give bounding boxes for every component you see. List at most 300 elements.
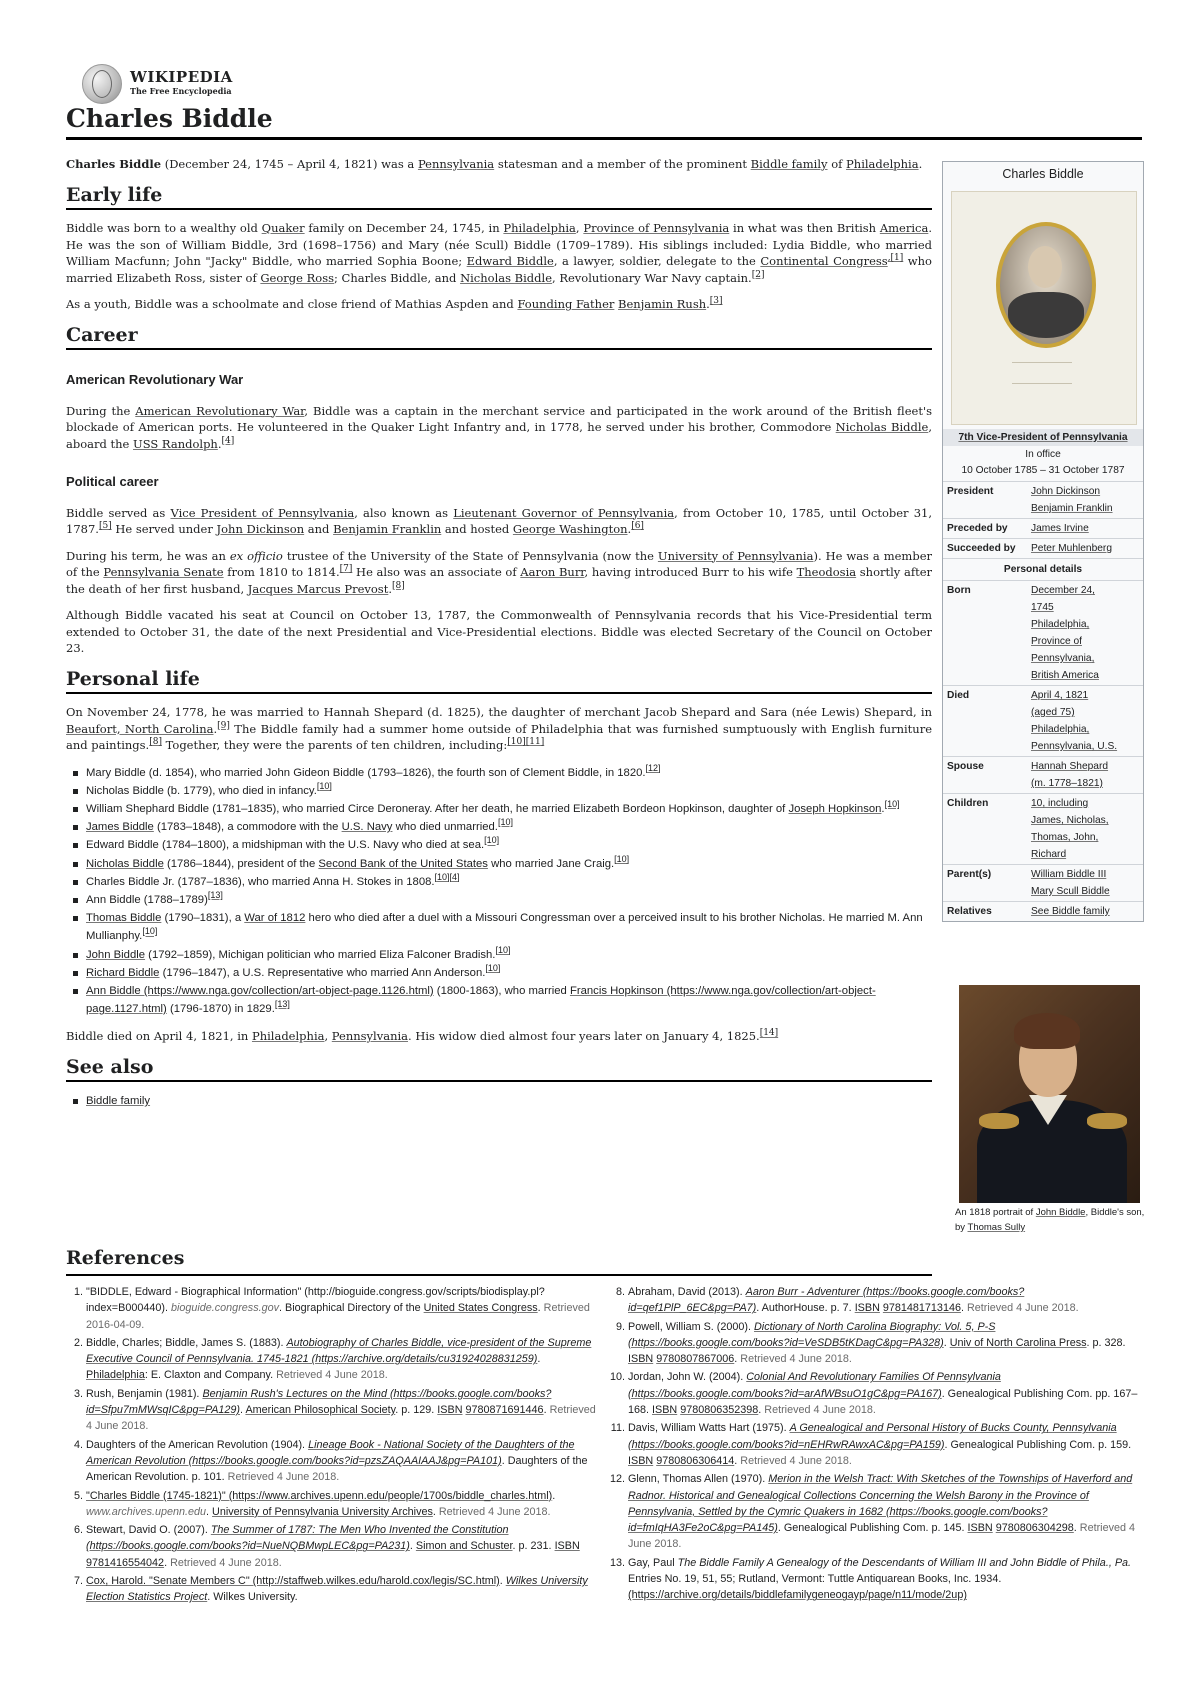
- text-run: .: [627, 522, 632, 536]
- inline-link[interactable]: ISBN: [628, 1454, 654, 1467]
- infobox-label: Born: [947, 585, 971, 596]
- infobox: [942, 161, 1144, 922]
- reference-item: [86, 1573, 600, 1606]
- text-run: Nicholas Biddle (b. 1779), who died in infancy.: [86, 784, 317, 797]
- link-see-also[interactable]: Biddle family: [86, 1095, 151, 1108]
- text-run: (1796–1847), a U.S. Representative who married Ann Anderson.: [159, 966, 486, 979]
- text-run: Retrieved 4 June 2018.: [740, 1353, 852, 1366]
- infobox-label: Succeeded by: [947, 543, 1016, 554]
- infobox-value-line[interactable]: James, Nicholas,: [1031, 815, 1109, 826]
- infobox-value-line[interactable]: John Dickinson: [1031, 486, 1101, 497]
- text-run: Biddle was born to a wealthy old: [66, 221, 262, 235]
- citation-link[interactable]: [7]: [339, 564, 353, 575]
- text-run: family on December 24, 1745, in: [304, 221, 504, 235]
- text-run: Daughters of the American Revolution (1904).: [86, 1438, 309, 1451]
- text-run: Charles Biddle Jr. (1787–1836), who married Anna H. Stokes in 1808.: [86, 875, 435, 888]
- infobox-office: [943, 429, 1143, 446]
- text-run: . Genealogical Publishing Com. p. 145.: [777, 1522, 968, 1535]
- reference-item: [86, 1488, 600, 1521]
- see-also-list: [66, 1092, 932, 1110]
- text-run: On November 24, 1778, he was married to Hannah Shepard (d. 1825), the daughter of merchant Jacob Shepard and Sara (née Lewis) Shepard, in: [66, 705, 932, 719]
- inline-link[interactable]: ISBN: [967, 1522, 993, 1535]
- text-run: ,: [324, 1029, 332, 1044]
- text-run: Retrieved 4 June 2018.: [628, 1522, 1135, 1551]
- citation-link[interactable]: [5]: [98, 521, 112, 532]
- inline-link[interactable]: Thomas Sully: [967, 1222, 1026, 1233]
- inline-link[interactable]: Pennsylvania: [331, 1029, 409, 1044]
- citation-link[interactable]: [13]: [207, 890, 223, 901]
- reference-item: [628, 1471, 1142, 1552]
- reference-item: [628, 1369, 1142, 1418]
- infobox-row: [943, 685, 1143, 756]
- wikipedia-wordmark[interactable]: WIKIPEDIA: [130, 68, 233, 86]
- text-run: .: [734, 1353, 741, 1366]
- reference-item: [86, 1437, 600, 1486]
- infobox-portrait-image[interactable]: [951, 191, 1137, 425]
- inline-link[interactable]: Benjamin Rush: [618, 297, 707, 311]
- early-life-paragraph-2: [66, 296, 932, 313]
- inline-link[interactable]: Founding Father: [517, 297, 615, 311]
- citation-link[interactable]: [2]: [751, 269, 765, 280]
- infobox-value-line[interactable]: December 24,: [1031, 585, 1095, 596]
- infobox-value-line[interactable]: Hannah Shepard: [1031, 761, 1109, 772]
- text-run: (1792–1859), Michigan politician who married Eliza Falconer Bradish.: [145, 948, 496, 961]
- inline-link[interactable]: Quaker: [261, 221, 305, 235]
- child-list-item: [86, 818, 932, 836]
- infobox-value-line[interactable]: Mary Scull Biddle: [1031, 886, 1110, 897]
- inline-link[interactable]: Aaron Burr: [520, 565, 585, 579]
- text-run: Glenn, Thomas Allen (1970).: [628, 1473, 769, 1486]
- inline-link[interactable]: American Revolutionary War: [135, 403, 305, 418]
- text-run: .: [943, 1336, 950, 1349]
- infobox-value: [1031, 903, 1141, 920]
- infobox-row: [943, 864, 1143, 901]
- infobox-value-line[interactable]: Pennsylvania,: [1031, 653, 1095, 664]
- text-run: . Genealogical Publishing Com. p. 159.: [944, 1438, 1132, 1451]
- text-run: Retrieved 4 June 2018.: [966, 1302, 1079, 1315]
- inline-link[interactable]: Benjamin Franklin: [333, 522, 442, 536]
- text-run: Davis, William Watts Hart (1975).: [628, 1422, 790, 1435]
- text-run: Retrieved 4 June 2018.: [227, 1471, 340, 1484]
- infobox-value-line[interactable]: Peter Muhlenberg: [1031, 543, 1112, 554]
- children-list: [66, 764, 932, 1019]
- infobox-label: Died: [947, 690, 970, 701]
- inline-link[interactable]: 9780806306414: [656, 1454, 735, 1467]
- inline-link[interactable]: Jacques Marcus Prevost: [247, 581, 389, 596]
- child-list-item: [86, 909, 932, 945]
- inline-link[interactable]: War of 1812: [244, 912, 306, 925]
- citation-link[interactable]: [13]: [274, 999, 290, 1010]
- text-run: , having introduced Burr to his wife: [584, 565, 797, 579]
- inline-link[interactable]: Joseph Hopkinson: [788, 802, 882, 815]
- career-paragraph-1: [66, 403, 932, 453]
- infobox-row: [943, 756, 1143, 793]
- inline-link[interactable]: Aaron Burr - Adventurer (https://books.google.com/books?id=qef1PlP_6EC&pg=PA7): [628, 1286, 1025, 1315]
- text-run: The Biddle Family A Genealogy of the Descendants of William III and John Biddle of Phila., Pa.: [677, 1556, 1132, 1569]
- child-list-item: [86, 964, 932, 982]
- citation-link[interactable]: [12]: [645, 762, 661, 773]
- link-philadelphia[interactable]: Philadelphia: [846, 157, 919, 171]
- inline-link[interactable]: Philadelphia: [503, 221, 576, 235]
- infobox-value-line[interactable]: Thomas, John,: [1031, 832, 1099, 843]
- personal-life-paragraph-2: [66, 1028, 932, 1045]
- inline-link[interactable]: Francis Hopkinson (https://www.nga.gov/collection/art-object-page.1127.html): [86, 984, 876, 1016]
- reference-item: [628, 1284, 1142, 1317]
- infobox-value-line[interactable]: James Irvine: [1031, 523, 1089, 534]
- link-biddle-family[interactable]: Biddle family: [750, 157, 828, 171]
- infobox-row: [943, 793, 1143, 864]
- infobox-value-line[interactable]: (aged 75): [1031, 707, 1075, 718]
- infobox-value-line[interactable]: British America: [1031, 670, 1099, 681]
- text-run: (1800-1863), who married: [433, 984, 570, 997]
- text-run: Retrieved 4 June 2018.: [764, 1404, 876, 1417]
- infobox-row: [943, 538, 1143, 558]
- text-run: .: [706, 297, 710, 311]
- text-run: Stewart, David O. (2007).: [86, 1524, 211, 1537]
- intro-text: .: [918, 157, 923, 171]
- engraving-inscription: [1012, 362, 1072, 384]
- text-run: .: [164, 1302, 171, 1315]
- citation-link[interactable]: [9]: [217, 720, 230, 731]
- infobox-title: Charles Biddle: [1002, 167, 1084, 181]
- inline-link[interactable]: (https://archive.org/details/biddlefamilygeneogayp/page/n11/mode/2up): [628, 1589, 967, 1602]
- text-run: and hosted: [441, 522, 513, 536]
- inline-link[interactable]: Benjamin Rush's Lectures on the Mind (https://books.google.com/books?id=Sfpu7mMWsqIC&pg=PA129): [86, 1387, 552, 1417]
- text-run: trustee of the University of the State of Pennsylvania (now the: [282, 548, 658, 563]
- infobox-personal-details-header: Personal details: [943, 558, 1143, 580]
- inline-link[interactable]: Thomas Biddle: [86, 912, 162, 925]
- infobox-label: Spouse: [947, 761, 984, 772]
- text-run: As a youth, Biddle was a schoolmate and close friend of Mathias Aspden and: [66, 297, 518, 311]
- citation-link[interactable]: [10]: [142, 926, 158, 937]
- text-run: (1786–1844), president of the: [163, 857, 319, 870]
- inline-link[interactable]: 9780807867006: [656, 1353, 735, 1366]
- infobox-value-line[interactable]: Philadelphia,: [1031, 619, 1090, 630]
- text-run: . Genealogical Publishing Com. pp. 167–168.: [628, 1387, 1138, 1417]
- section-heading-personal-life: Personal life: [66, 671, 932, 695]
- infobox-value-line[interactable]: Benjamin Franklin: [1031, 503, 1113, 514]
- text-run: Rush, Benjamin (1981).: [86, 1387, 203, 1400]
- text-run: The Biddle family had a summer home outside of Philadelphia that was furnished sumptuously with English furniture and paintings.: [66, 721, 932, 752]
- article-body: [66, 156, 932, 1121]
- infobox-value: [1031, 483, 1141, 517]
- inline-link[interactable]: 9781481713146: [882, 1302, 961, 1315]
- infobox-row: [943, 481, 1143, 518]
- inline-link[interactable]: Wilkes University Election Statistics Project: [86, 1575, 588, 1604]
- career-paragraph-3: [66, 548, 932, 598]
- citation-link[interactable]: [8]: [391, 580, 405, 591]
- inline-link[interactable]: Lineage Book - National Society of the Daughters of the American Revolution (https://books.google.com/books?id=pzsZAQAAIAAJ&pg=PA101): [86, 1438, 575, 1467]
- personal-life-paragraph-1: [66, 704, 932, 754]
- section-heading-references: References: [66, 1247, 932, 1276]
- text-run: and: [304, 522, 334, 536]
- inline-link[interactable]: Edward Biddle: [466, 254, 554, 268]
- text-run: . p. 328.: [1086, 1336, 1126, 1349]
- citation-link[interactable]: [10]: [497, 817, 513, 828]
- text-run: shortly after the death of her first husband,: [66, 565, 933, 596]
- inline-link[interactable]: Cox, Harold. "Senate Members C" (http://staffweb.wilkes.edu/harold.cox/legis/SC.html): [86, 1575, 500, 1588]
- citation-link[interactable]: [8]: [149, 737, 162, 748]
- citation-link[interactable]: [6]: [631, 521, 644, 532]
- inline-link[interactable]: Colonial And Revolutionary Families Of Pennsylvania (https://books.google.com/books?id=arAfWBsuO1gC&pg=PA167): [628, 1371, 1001, 1400]
- inline-link[interactable]: ISBN: [437, 1404, 463, 1417]
- text-run: Ann Biddle (1788–1789): [86, 893, 208, 906]
- intro-text: of: [831, 157, 843, 171]
- text-run: He also was an associate of: [352, 565, 521, 579]
- inline-link[interactable]: Nicholas Biddle: [835, 420, 929, 434]
- inline-link[interactable]: Lieutenant Governor of Pennsylvania: [453, 505, 675, 520]
- intro-paragraph: [66, 156, 932, 173]
- intro-text: was a: [381, 157, 415, 171]
- text-run: ; Charles Biddle, and: [334, 270, 461, 285]
- citation-link[interactable]: [14]: [759, 1028, 779, 1039]
- text-run: www.archives.upenn.edu: [86, 1505, 207, 1518]
- portrait-caption: [955, 1205, 1145, 1235]
- text-run: During his term, he was an: [66, 548, 230, 563]
- child-list-item: [86, 800, 932, 818]
- inline-link[interactable]: United States Congress: [423, 1302, 538, 1315]
- inline-link[interactable]: ISBN: [628, 1353, 654, 1366]
- citation-link[interactable]: [10]: [485, 962, 501, 973]
- child-list-item: [86, 764, 932, 782]
- text-run: who married Jane Craig.: [487, 857, 615, 870]
- section-heading-career: Career: [66, 327, 932, 351]
- inline-link[interactable]: ISBN: [854, 1302, 880, 1315]
- infobox-value-line[interactable]: See Biddle family: [1031, 906, 1110, 917]
- inline-link[interactable]: Philadelphia: [251, 1029, 325, 1044]
- text-run: . Daughters of the American Revolution. p. 101.: [86, 1454, 588, 1484]
- infobox-value-line[interactable]: William Biddle III: [1031, 869, 1107, 880]
- infobox-personal-rows: [943, 580, 1143, 921]
- inline-link[interactable]: University of Pennsylvania: [657, 548, 814, 563]
- citation-link[interactable]: [4]: [221, 435, 235, 446]
- inline-link[interactable]: Richard Biddle: [86, 966, 160, 979]
- inline-link[interactable]: Pennsylvania Senate: [103, 565, 224, 579]
- infobox-row: [943, 518, 1143, 538]
- text-run: . AuthorHouse. p. 7.: [756, 1302, 855, 1315]
- text-run: .: [499, 1575, 506, 1588]
- text-run: hero who died after a duel with a Missouri Congressman over a perceived insult to his brother Nicholas. He married M. Ann Mullianphy.: [86, 912, 923, 943]
- text-run: Abraham, David (2013).: [628, 1286, 746, 1298]
- inline-link[interactable]: Autobiography of Charles Biddle, vice-president of the Supreme Executive Council of Pennsylvania. 1745-1821 (https://archive.org/details/cu31924028831259): [86, 1336, 592, 1366]
- inline-link[interactable]: Simon and Schuster: [415, 1540, 513, 1553]
- child-list-item: [86, 891, 932, 909]
- text-run: .: [206, 1505, 213, 1518]
- text-run: William Shephard Biddle (1781–1835), who married Circe Deroneray. After her death, he married Elizabeth Bordeon Hopkinson, daughter of: [86, 802, 789, 815]
- infobox-value-line[interactable]: Philadelphia,: [1031, 724, 1090, 735]
- text-run: Retrieved 4 June 2018.: [438, 1505, 551, 1518]
- infobox-value-line[interactable]: 10, including: [1031, 798, 1089, 809]
- text-run: .: [960, 1302, 967, 1315]
- text-run: .: [409, 1540, 416, 1553]
- portrait-epaulet-right: [1087, 1113, 1127, 1129]
- text-run: Retrieved 4 June 2018.: [170, 1556, 282, 1569]
- early-life-paragraph-1: [66, 220, 932, 286]
- text-run: .: [213, 721, 218, 736]
- text-run: .: [537, 1302, 544, 1315]
- text-run: : E. Claxton and Company.: [144, 1369, 277, 1382]
- infobox-label: Relatives: [947, 906, 992, 917]
- infobox-value: [1031, 758, 1141, 792]
- inline-link[interactable]: Beaufort, North Carolina: [66, 721, 214, 736]
- text-run: .: [164, 1556, 171, 1569]
- text-run: During the: [66, 403, 136, 418]
- reference-item: [86, 1522, 600, 1571]
- citation-link[interactable]: [10]: [484, 835, 500, 846]
- inline-link[interactable]: ISBN: [652, 1404, 678, 1417]
- infobox-value: [1031, 795, 1141, 863]
- text-run: .: [552, 1489, 556, 1502]
- text-run: Mary Biddle (d. 1854), who married John Gideon Biddle (1793–1826), the fourth son of Clement Biddle, in 1820.: [86, 766, 646, 779]
- text-run: . Wilkes University.: [207, 1591, 298, 1604]
- text-run: "BIDDLE, Edward - Biographical Information" (http://bioguide.congress.gov/scripts/biodisplay.pl?index=B000440): [86, 1286, 545, 1315]
- text-run: .: [734, 1454, 741, 1467]
- citation-link[interactable]: [10]: [316, 780, 332, 791]
- inline-link[interactable]: John Dickinson: [216, 522, 305, 536]
- text-run: Retrieved 4 June 2018.: [740, 1454, 852, 1467]
- inline-link[interactable]: 9780806352398: [680, 1404, 759, 1417]
- text-run: , Biddle's son, by: [955, 1207, 1145, 1233]
- citation-link[interactable]: [3]: [709, 296, 723, 307]
- text-run: who married Elizabeth Ross, sister of: [66, 254, 932, 285]
- infobox-value-line[interactable]: (m. 1778–1821): [1031, 778, 1103, 789]
- inline-link[interactable]: The Summer of 1787: The Men Who Invented the Constitution (https://books.google.com/books?id=NueNQBMwpLEC&pg=PA231): [86, 1524, 509, 1553]
- text-run: from 1810 to 1814.: [223, 565, 340, 579]
- infobox-label: Parent(s): [947, 869, 992, 880]
- infobox-value-line[interactable]: Richard: [1031, 849, 1067, 860]
- text-run: Jordan, John W. (2004).: [628, 1371, 747, 1384]
- infobox-in-office: In office: [1025, 449, 1061, 460]
- text-run: .: [240, 1404, 246, 1417]
- text-run: Entries No. 19, 51, 55; Rutland, Vermont: Tuttle Antiquarean Books, Inc. 1934.: [628, 1573, 1002, 1586]
- text-run: , from October 10, 1785, until October 31, 1787.: [66, 505, 932, 536]
- inline-link[interactable]: Vice President of Pennsylvania: [170, 505, 355, 520]
- text-run: (1796-1870) in 1829.: [166, 1003, 275, 1016]
- inline-link[interactable]: America: [879, 221, 929, 235]
- citation-link[interactable]: [10]: [495, 944, 511, 955]
- child-list-item: [86, 782, 932, 800]
- john-biddle-portrait-image[interactable]: [959, 985, 1140, 1203]
- inline-link[interactable]: "Charles Biddle (1745-1821)" (https://www.archives.upenn.edu/people/1700s/biddle_charles.html): [86, 1489, 553, 1502]
- citation-link[interactable]: [10][4]: [434, 871, 460, 882]
- inline-link[interactable]: A Genealogical and Personal History of Bucks County, Pennsylvania (https://books.google.com/books?id=nEHRwRAwxAC&pg=PA159): [628, 1422, 1117, 1451]
- text-run: bioguide.congress.gov: [170, 1302, 279, 1315]
- inline-link[interactable]: 9780871691446: [465, 1404, 544, 1417]
- text-run: He served under: [111, 522, 217, 536]
- child-list-item: [86, 836, 932, 854]
- text-run: . Biographical Directory of the: [279, 1302, 424, 1315]
- inline-link[interactable]: ISBN: [554, 1540, 580, 1553]
- inline-link[interactable]: John Biddle: [1035, 1207, 1086, 1218]
- text-run: .: [758, 1404, 765, 1417]
- inline-link[interactable]: Philadelphia: [86, 1369, 145, 1382]
- section-heading-see-also: See also: [66, 1059, 932, 1083]
- subject-name: Charles Biddle: [66, 157, 162, 171]
- inline-link[interactable]: John Biddle: [86, 948, 146, 961]
- text-run: Biddle, Charles; Biddle, James S. (1883).: [86, 1336, 287, 1349]
- infobox-value-line[interactable]: April 4, 1821: [1031, 690, 1089, 701]
- text-run: in what was then British: [729, 221, 880, 235]
- text-run: Edward Biddle (1784–1800), a midshipman with the U.S. Navy who died at sea.: [86, 839, 485, 852]
- inline-link[interactable]: James Biddle: [86, 821, 154, 834]
- text-run: , Revolutionary War Navy captain.: [552, 270, 752, 285]
- citation-link[interactable]: [10]: [614, 853, 630, 864]
- inline-link[interactable]: Second Bank of the United States: [318, 857, 488, 870]
- text-run: Biddle served as: [66, 505, 171, 520]
- infobox-value-line[interactable]: Pennsylvania, U.S.: [1031, 741, 1118, 752]
- text-run: .: [1073, 1522, 1080, 1535]
- inline-link[interactable]: Province of Pennsylvania: [583, 221, 730, 235]
- text-run: . He was the son of William Biddle, 3rd (1698–1756) and Mary (née Scull) Biddle (1709–1789). His siblings included: Lydia Biddle, who married William Macfunn; John "Jacky" Biddle, who married Sophia Boone;: [66, 221, 932, 268]
- reference-item: [86, 1386, 600, 1435]
- infobox-value-line[interactable]: Province of: [1031, 636, 1082, 647]
- reference-item: [86, 1284, 600, 1333]
- references-list-column-2: [608, 1284, 1142, 1608]
- text-run: Together, they were the parents of ten children, including:: [161, 738, 508, 752]
- citation-link[interactable]: [10][11]: [507, 737, 545, 748]
- text-run: . p. 231.: [512, 1540, 555, 1553]
- inline-link[interactable]: Continental Congress: [760, 254, 888, 268]
- inline-link[interactable]: Theodosia: [796, 565, 857, 579]
- infobox-label: President: [947, 486, 994, 497]
- intro-dates: (December 24, 1745 – April 4, 1821): [164, 157, 378, 171]
- link-vice-president-pennsylvania[interactable]: 7th Vice-President of Pennsylvania: [958, 432, 1128, 443]
- subheading-revolutionary-war: American Revolutionary War: [66, 372, 244, 387]
- infobox-value: [1031, 540, 1141, 557]
- inline-link[interactable]: American Philosophical Society: [245, 1404, 396, 1417]
- references-columns: [66, 1284, 1142, 1608]
- career-paragraph-2: [66, 505, 932, 538]
- inline-link[interactable]: Merion in the Welsh Tract: With Sketches of the Townships of Haverford and Radnor. Historical and Genealogical Collections Concerning the Welsh Barony in the Province of Pennsylvania, Settled by the Cymric Quakers in 1682 (https://books.google.com/books?id=fmIqHA3Fe2oC&pg=PA145): [628, 1473, 1133, 1535]
- text-run: (1790–1831), a: [161, 912, 245, 925]
- inline-link[interactable]: Dictionary of North Carolina Biography: Vol. 5, P-S (https://books.google.com/books?id=VeSDB5tKDagC&pg=PA328): [628, 1320, 996, 1349]
- section-heading-early-life: Early life: [66, 187, 932, 211]
- infobox-label: Children: [947, 798, 989, 809]
- child-list-item: [86, 946, 932, 964]
- text-run: , Biddle was a captain in the merchant service and participated in the work around of the British fleet's blockade of American ports. He volunteered in the Quaker Light Infantry and, in 1778, he served under his brother, Commodore: [66, 403, 933, 434]
- wikipedia-globe-icon[interactable]: [82, 64, 122, 104]
- inline-link[interactable]: Nicholas Biddle: [86, 857, 164, 870]
- inline-link[interactable]: Univ of North Carolina Press: [949, 1336, 1087, 1349]
- infobox-term: 10 October 1785 – 31 October 1787: [961, 465, 1125, 476]
- infobox-value: [1031, 866, 1141, 900]
- reference-item: [628, 1420, 1142, 1469]
- text-run: .: [432, 1505, 439, 1518]
- text-run: .: [388, 581, 392, 596]
- text-run: .: [543, 1404, 550, 1417]
- inline-link[interactable]: 9780806304298: [995, 1522, 1074, 1535]
- infobox-value-line[interactable]: 1745: [1031, 602, 1054, 613]
- inline-link[interactable]: University of Pennsylvania University Archives: [212, 1505, 433, 1518]
- citation-link[interactable]: ,[1]: [887, 253, 904, 264]
- citation-link[interactable]: [10]: [884, 799, 900, 810]
- inline-link[interactable]: George Washington: [512, 522, 628, 536]
- inline-link[interactable]: U.S. Navy: [341, 821, 393, 834]
- text-run: , also known as: [354, 505, 454, 520]
- inline-link[interactable]: Ann Biddle (https://www.nga.gov/collection/art-object-page.1126.html): [86, 984, 434, 997]
- inline-link[interactable]: 9781416554042: [86, 1556, 165, 1569]
- text-run: .: [217, 436, 222, 451]
- career-paragraph-4: [66, 607, 932, 657]
- wikipedia-tagline: The Free Encyclopedia: [130, 86, 232, 96]
- text-run: Powell, William S. (2000).: [628, 1320, 754, 1333]
- text-run: Gay, Paul: [628, 1556, 678, 1569]
- inline-link[interactable]: Nicholas Biddle: [460, 270, 553, 285]
- infobox-office-rows: [943, 481, 1143, 558]
- link-pennsylvania[interactable]: Pennsylvania: [417, 157, 495, 171]
- inline-link[interactable]: George Ross: [260, 270, 334, 285]
- inline-link[interactable]: USS Randolph: [133, 436, 218, 451]
